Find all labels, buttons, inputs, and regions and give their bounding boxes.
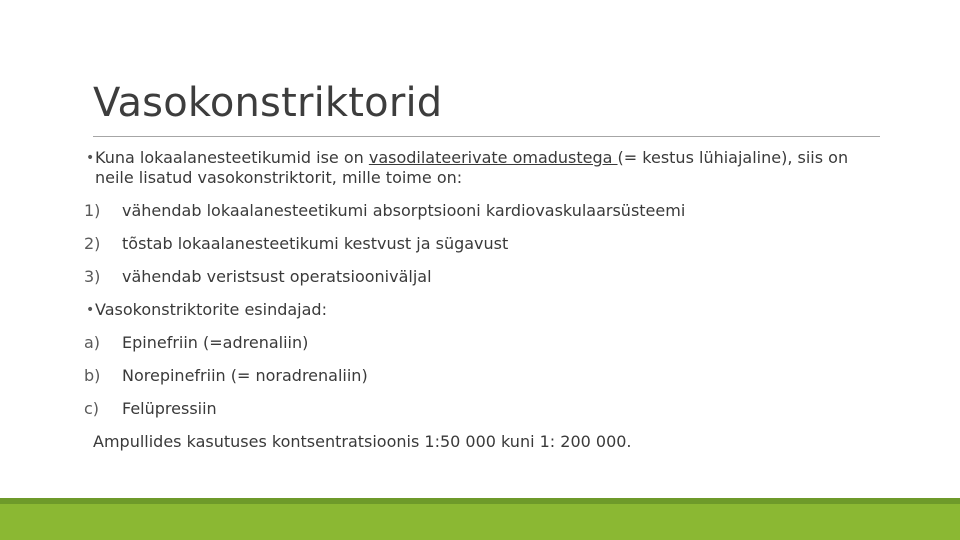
intro-text-underlined: vasodilateerivate omadustega xyxy=(368,148,618,167)
agent-text: Epinefriin (=adrenaliin) xyxy=(122,333,309,352)
bullet-icon: • xyxy=(86,302,95,318)
agent-text: Felüpressiin xyxy=(122,399,217,418)
agent-item-a xyxy=(84,333,884,353)
effect-item-3 xyxy=(84,267,884,287)
effect-marker: 2) xyxy=(84,234,101,253)
title-divider xyxy=(93,136,880,137)
effect-text: vähendab lokaalanesteetikumi absorptsiooni kardiovaskulaarsüsteemi xyxy=(122,201,686,220)
agent-item-b xyxy=(84,366,884,386)
agent-item-c xyxy=(84,399,884,419)
bullet-icon: • xyxy=(86,150,95,166)
effect-item-1 xyxy=(84,201,884,221)
effect-marker: 3) xyxy=(84,267,101,286)
slide-content xyxy=(84,148,884,452)
ampoule-note: Ampullides kasutuses kontsentratsioonis 1:50 000 kuni 1: 200 000. xyxy=(93,432,632,451)
agent-text: Norepinefriin (= noradrenaliin) xyxy=(122,366,368,385)
effect-text: vähendab veristsust operatsiooniväljal xyxy=(122,267,432,286)
representatives-bullet xyxy=(84,300,884,320)
slide-title: Vasokonstriktorid xyxy=(93,80,443,126)
agent-marker: a) xyxy=(84,333,101,352)
intro-text-before: Kuna lokaalanesteetikumid ise on xyxy=(95,148,369,167)
agent-marker: c) xyxy=(84,399,100,418)
intro-text-line2: neile lisatud vasokonstriktorit, mille toime on: xyxy=(95,168,463,187)
agent-marker: b) xyxy=(84,366,101,385)
effect-marker: 1) xyxy=(84,201,101,220)
effect-text: tõstab lokaalanesteetikumi kestvust ja sügavust xyxy=(122,234,509,253)
footer-bar xyxy=(0,504,960,540)
representatives-heading: Vasokonstriktorite esindajad: xyxy=(95,300,327,319)
intro-bullet xyxy=(84,148,884,188)
intro-text-after: (= kestus lühiajaline), siis on xyxy=(617,148,849,167)
effect-item-2 xyxy=(84,234,884,254)
